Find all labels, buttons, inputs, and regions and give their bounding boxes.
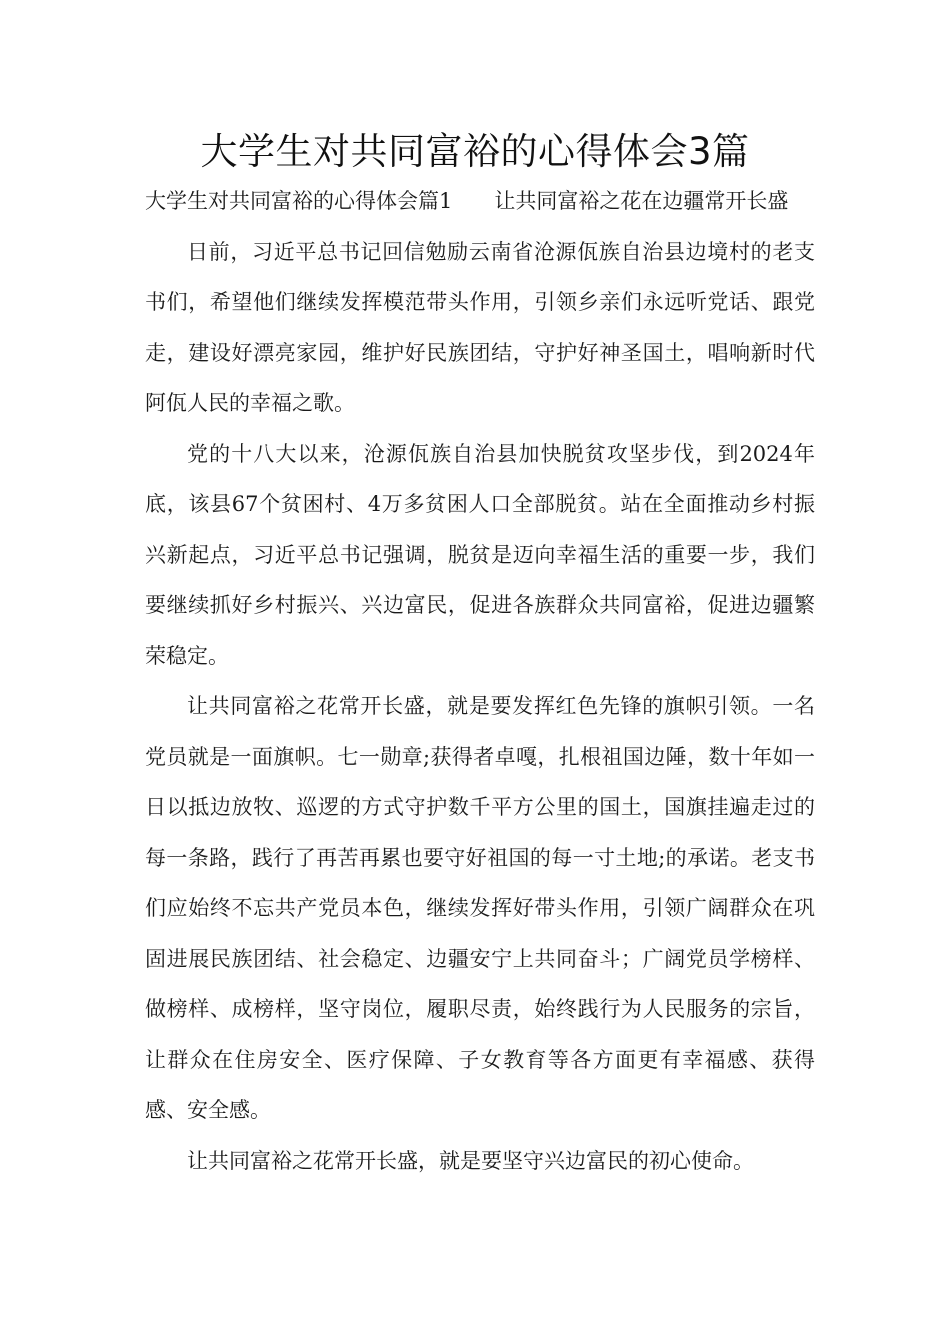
paragraph: 日前，习近平总书记回信勉励云南省沧源佤族自治县边境村的老支书们，希望他们继续发挥模范带头作用，引领乡亲们永远听党话、跟党走，建设好漂亮家园，维护好民族团结，守护好神圣国土，唱响新时代阿佤人民的幸福之歌。: [145, 239, 815, 415]
section-heading: 大学生对共同富裕的心得体会篇1 让共同富裕之花在边疆常开长盛: [145, 189, 789, 213]
paragraph: 党的十八大以来，沧源佤族自治县加快脱贫攻坚步伐，到2024年底，该县67个贫困村、4万多贫困人口全部脱贫。站在全面推动乡村振兴新起点，习近平总书记强调，脱贫是迈向幸福生活的重要一步，我们要继续抓好乡村振兴、兴边富民，促进各族群众共同富裕，促进边疆繁荣稳定。: [145, 441, 815, 668]
document-title: 大学生对共同富裕的心得体会3篇: [200, 130, 750, 173]
paragraph: 让共同富裕之花常开长盛，就是要坚守兴边富民的初心使命。: [187, 1148, 754, 1173]
document-body: [145, 176, 815, 1186]
paragraph: 让共同富裕之花常开长盛，就是要发挥红色先锋的旗帜引领。一名党员就是一面旗帜。七一勋章;获得者卓嘎，扎根祖国边陲，数十年如一日以抵边放牧、巡逻的方式守护数千平方公里的国土，国旗挂遍走过的每一条路，践行了再苦再累也要守好祖国的每一寸土地;的承诺。老支书们应始终不忘共产党员本色，继续发挥好带头作用，引领广阔群众在巩固进展民族团结、社会稳定、边疆安宁上共同奋斗；广阔党员学榜样、做榜样、成榜样，坚守岗位，履职尽责，始终践行为人民服务的宗旨，让群众在住房安全、医疗保障、子女教育等各方面更有幸福感、获得感、安全感。: [145, 694, 815, 1122]
